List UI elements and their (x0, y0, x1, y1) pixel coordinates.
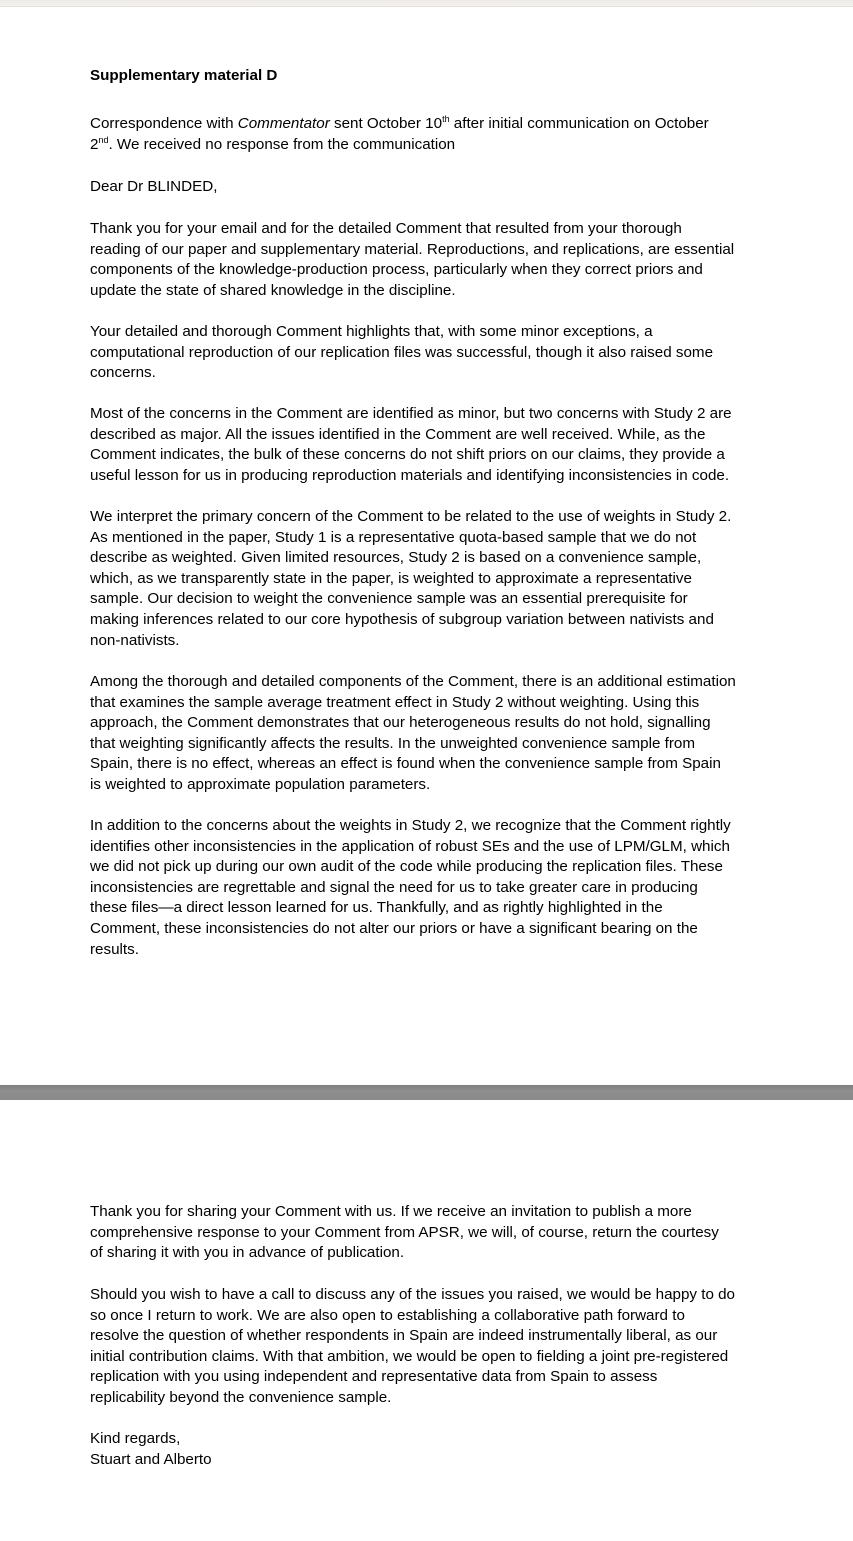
document-title: Supplementary material D (90, 67, 278, 84)
text-line: Most of the concerns in the Comment are identified as minor, but two concerns with Study 2 are (90, 405, 732, 422)
text-line: Thank you for sharing your Comment with us. If we receive an invitation to publish a more (90, 1203, 692, 1220)
intro-paragraph (90, 114, 709, 155)
ordinal-suffix: th (442, 114, 450, 124)
text-line: non-nativists. (90, 631, 180, 649)
text-line: identifies other inconsistencies in the application of robust SEs and the use of LPM/GLM, which (90, 837, 730, 855)
intro-text: Correspondence with (90, 115, 238, 132)
text-line: sample. Our decision to weight the convenience sample was an essential prerequisite for (90, 590, 688, 608)
text-line: In addition to the concerns about the weights in Study 2, we recognize that the Comment rightly (90, 817, 731, 834)
paragraph-7 (90, 1202, 719, 1264)
text-line: approach, the Comment demonstrates that our heterogeneous results do not hold, signalling (90, 714, 711, 732)
paragraph-2 (90, 322, 713, 384)
text-line: update the state of shared knowledge in the discipline. (90, 281, 456, 299)
text-line: described as major. All the issues identified in the Comment are well received. While, as the (90, 425, 706, 443)
text-line: so once I return to work. We are also open to establishing a collaborative path forward to (90, 1306, 685, 1324)
paragraph-8 (90, 1285, 735, 1409)
text-line: Among the thorough and detailed components of the Comment, there is an additional estimation (90, 673, 736, 690)
text-line: of sharing it with you in advance of publication. (90, 1244, 405, 1262)
text-line: Thank you for your email and for the detailed Comment that resulted from your thorough (90, 220, 682, 237)
text-line: As mentioned in the paper, Study 1 is a representative quota-based sample that we do not (90, 528, 697, 546)
paragraph-6 (90, 816, 731, 960)
paragraph-3 (90, 404, 732, 486)
text-line: We interpret the primary concern of the Comment to be related to the use of weights in Study 2. (90, 508, 732, 525)
paragraph-4 (90, 507, 731, 651)
text-line: components of the knowledge-production process, particularly when they correct priors and (90, 261, 703, 279)
text-line: replication with you using independent and representative data from Spain to assess (90, 1368, 658, 1386)
text-line: Your detailed and thorough Comment highlights that, with some minor exceptions, a (90, 323, 653, 340)
text-line: we did not pick up during our own audit of the code while producing the replication files. These (90, 858, 723, 876)
text-line: Should you wish to have a call to discuss any of the issues you raised, we would be happy to do (90, 1286, 736, 1303)
text-line: Comment indicates, the bulk of these concerns do not shift priors on our claims, they provide a (90, 446, 725, 464)
text-line: that examines the sample average treatment effect in Study 2 without weighting. Using this (90, 693, 700, 711)
text-line: concerns. (90, 364, 156, 382)
closing-block (90, 1429, 212, 1470)
intro-commentator: Commentator (237, 115, 330, 132)
paragraph-1 (90, 219, 734, 301)
text-line: describe as weighted. Given limited resources, Study 2 is based on a convenience sample, (90, 549, 702, 567)
text-line: inconsistencies are regrettable and signal the need for us to take greater care in producing (90, 878, 698, 896)
text-line: resolve the question of whether respondents in Spain are indeed instrumentally liberal, as our (90, 1327, 718, 1345)
intro-text: sent October 10 (329, 115, 443, 132)
page-separator (0, 1085, 853, 1100)
text-line: that weighting significantly affects the results. In the unweighted convenience sample from (90, 734, 696, 752)
text-line: initial contribution claims. With that ambition, we would be open to fielding a joint pre-registered (90, 1347, 729, 1365)
signature: Stuart and Alberto (90, 1450, 212, 1468)
text-line: comprehensive response to your Comment from APSR, we will, of course, return the courtesy (90, 1223, 719, 1241)
text-line: reading of our paper and supplementary material. Reproductions, and replications, are essential (90, 240, 735, 258)
text-line: which, as we transparently state in the paper, is weighted to approximate a representative (90, 569, 692, 587)
text-line: Spain, there is no effect, whereas an effect is found when the convenience sample from Spain (90, 755, 721, 773)
text-line: Comment, these inconsistencies do not alter our priors or have a significant bearing on the (90, 919, 698, 937)
text-line: results. (90, 940, 139, 958)
intro-text: after initial communication on October (449, 115, 709, 132)
text-line: computational reproduction of our replication files was successful, though it also raised some (90, 343, 714, 361)
ordinal-suffix: nd (98, 134, 109, 145)
text-line: replicability beyond the convenience sample. (90, 1388, 392, 1406)
paragraph-5 (90, 672, 736, 796)
salutation: Dear Dr BLINDED, (90, 178, 218, 195)
closing: Kind regards, (90, 1430, 181, 1447)
text-line: making inferences related to our core hypothesis of subgroup variation between nativists and (90, 610, 714, 628)
text-line: useful lesson for us in producing reproduction materials and identifying inconsistencies in code. (90, 466, 730, 484)
viewer-top-bar (0, 0, 853, 7)
intro-text: . We received no response from the communication (108, 135, 456, 153)
text-line: these files—a direct lesson learned for us. Thankfully, and as rightly highlighted in the (90, 899, 663, 917)
text-line: is weighted to approximate population parameters. (90, 775, 431, 793)
intro-text: 2 (90, 135, 99, 153)
